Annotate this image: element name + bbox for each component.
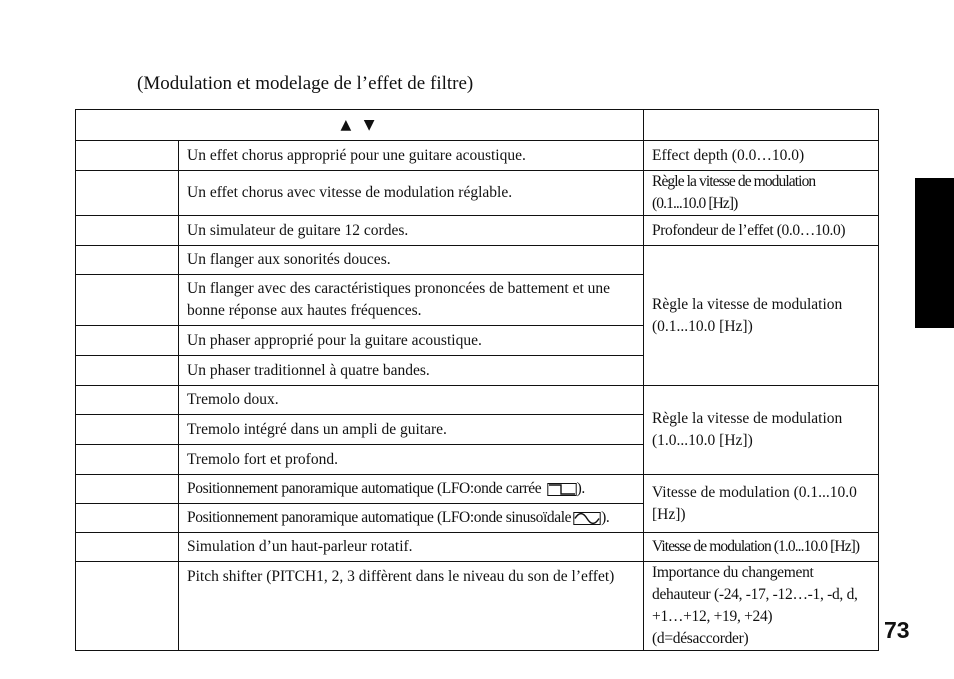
effect-name-cell — [76, 141, 179, 171]
effect-description: Positionnement panoramique automatique (LFO:onde sinusoïdale ). — [179, 504, 644, 533]
effect-name-cell — [76, 386, 179, 415]
effect-description: Tremolo intégré dans un ampli de guitare. — [179, 415, 644, 445]
effect-name-cell — [76, 562, 179, 651]
effect-description: Positionnement panoramique automatique (LFO:onde carrée ). — [179, 475, 644, 504]
effect-name-cell — [76, 171, 179, 216]
table-row — [76, 533, 879, 562]
table-row — [76, 246, 879, 275]
effect-description: Un phaser approprié pour la guitare acoustique. — [179, 326, 644, 356]
effect-parameter: Importance du changement dehauteur (-24, -17, -12…-1, -d, d, +1…+12, +19, +24) (d=désaccorder) — [644, 562, 879, 651]
up-down-arrows: ▲ ▼ — [340, 117, 379, 133]
table-row — [76, 386, 879, 415]
effect-description: Un flanger avec des caractéristiques prononcées de battement et une bonne réponse aux hautes fréquences. — [179, 275, 644, 326]
effect-name-cell — [76, 246, 179, 275]
table-row — [76, 216, 879, 246]
effect-name-cell — [76, 216, 179, 246]
effect-name-cell — [76, 504, 179, 533]
effect-name-cell — [76, 475, 179, 504]
effect-parameter: Règle la vitesse de modulation (0.1...10.0 [Hz]) — [644, 171, 879, 216]
effect-name-cell — [76, 415, 179, 445]
effect-parameter: Profondeur de l’effet (0.0…10.0) — [644, 216, 879, 246]
effect-name-cell — [76, 445, 179, 475]
table-row — [76, 171, 879, 216]
effects-table — [75, 109, 879, 651]
effect-name-cell — [76, 356, 179, 386]
effect-description: Un flanger aux sonorités douces. — [179, 246, 644, 275]
header-param-cell — [644, 110, 879, 141]
effect-description: Simulation d’un haut-parleur rotatif. — [179, 533, 644, 562]
square-wave-icon — [547, 481, 577, 497]
header-arrows-cell — [76, 110, 644, 141]
effect-description: Tremolo fort et profond. — [179, 445, 644, 475]
effect-description: Un phaser traditionnel à quatre bandes. — [179, 356, 644, 386]
effect-description: Un simulateur de guitare 12 cordes. — [179, 216, 644, 246]
effect-parameter-merged: Règle la vitesse de modulation (1.0...10.0 [Hz]) — [644, 386, 879, 475]
page-number: 73 — [884, 617, 910, 643]
sine-wave-icon — [573, 510, 601, 526]
table-row — [76, 141, 879, 171]
effect-parameter: Effect depth (0.0…10.0) — [644, 141, 879, 171]
table-row — [76, 562, 879, 651]
effect-parameter: Vitesse de modulation (1.0...10.0 [Hz]) — [644, 533, 879, 562]
effect-description: Un effet chorus avec vitesse de modulation réglable. — [179, 171, 644, 216]
effect-description: Tremolo doux. — [179, 386, 644, 415]
effect-name-cell — [76, 275, 179, 326]
effect-parameter-merged: Vitesse de modulation (0.1...10.0 [Hz]) — [644, 475, 879, 533]
effect-parameter-merged: Règle la vitesse de modulation (0.1...10.0 [Hz]) — [644, 246, 879, 386]
section-heading: (Modulation et modelage de l’effet de filtre) — [137, 73, 474, 94]
chapter-side-tab — [915, 178, 954, 328]
table-header-row — [76, 110, 879, 141]
effect-description: Un effet chorus approprié pour une guitare acoustique. — [179, 141, 644, 171]
effect-name-cell — [76, 533, 179, 562]
effect-description: Pitch shifter (PITCH1, 2, 3 diffèrent dans le niveau du son de l’effet) — [179, 562, 644, 651]
table-row — [76, 475, 879, 504]
effect-name-cell — [76, 326, 179, 356]
